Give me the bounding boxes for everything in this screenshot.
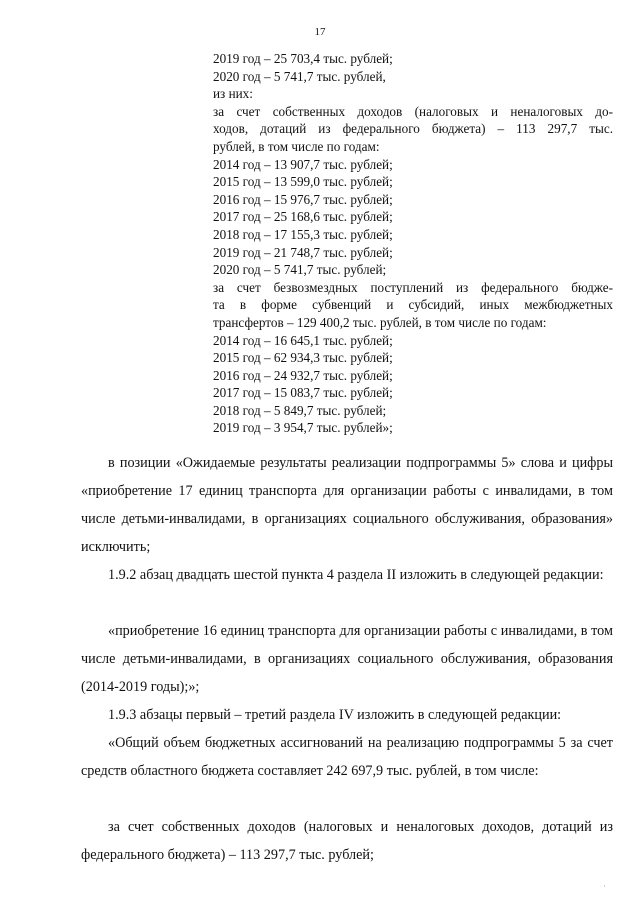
paragraph-total-funding: «Общий объем бюджетных ассигнований на реализацию подпрограммы 5 за счет средств областного бюджета составляет 242 697,9 тыс. рублей, в том числе:: [81, 735, 613, 779]
paragraph-quote-transport: «приобретение 16 единиц транспорта для организации работы с инвалидами, в том числе детьми-инвалидами, в организациях социального обслуживания, образования (2014-2019 годы);»;: [81, 623, 613, 695]
free-income-line: та в форме субвенций и субсидий, иных межбюджетных: [213, 297, 613, 313]
year-line: 2019 год – 21 748,7 тыс. рублей;: [213, 244, 393, 260]
own-income-line: за счет собственных доходов (налоговых и неналоговых до-: [213, 103, 613, 119]
paragraph-own-income: за счет собственных доходов (налоговых и неналоговых доходов, дотаций из федерального бюджета) – 113 297,7 тыс. рублей;: [81, 819, 613, 863]
free-income-line: трансфертов – 129 400,2 тыс. рублей, в том числе по годам:: [213, 314, 547, 330]
year-line: 2015 год – 13 599,0 тыс. рублей;: [213, 174, 393, 190]
block-line: из них:: [213, 86, 253, 102]
year-line: 2018 год – 5 849,7 тыс. рублей;: [213, 402, 387, 418]
year-line: 2017 год – 15 083,7 тыс. рублей;: [213, 385, 393, 401]
year-line: 2020 год – 5 741,7 тыс. рублей;: [213, 262, 387, 278]
own-income-line: рублей, в том числе по годам:: [213, 138, 380, 154]
paragraph-1-9-2: 1.9.2 абзац двадцать шестой пункта 4 раздела II изложить в следующей редакции:: [108, 567, 604, 583]
free-income-line: за счет безвозмездных поступлений из федерального бюдже-: [213, 279, 613, 295]
paragraph-expected-results: в позиции «Ожидаемые результаты реализации подпрограммы 5» слова и цифры «приобретение 17 единиц транспорта для организации работы с инвалидами, в том числе детьми-инвалидами, в организациях социального обслуживания, образования» исключить;: [81, 455, 613, 555]
block-line: 2019 год – 25 703,4 тыс. рублей;: [213, 51, 393, 66]
page-number: 17: [314, 26, 326, 38]
year-line: 2016 год – 24 932,7 тыс. рублей;: [213, 367, 393, 383]
year-line: 2017 год – 25 168,6 тыс. рублей;: [213, 209, 393, 225]
year-line: 2015 год – 62 934,3 тыс. рублей;: [213, 350, 393, 366]
own-income-line: ходов, дотаций из федерального бюджета) – 113 297,7 тыс.: [213, 121, 613, 137]
year-line: 2016 год – 15 976,7 тыс. рублей;: [213, 191, 393, 207]
year-line: 2014 год – 13 907,7 тыс. рублей;: [213, 156, 393, 172]
year-line: 2018 год – 17 155,3 тыс. рублей;: [213, 226, 393, 242]
margin-mark: ·: [603, 881, 606, 891]
funding-block: [213, 50, 613, 437]
year-line: 2019 год – 3 954,7 тыс. рублей»;: [213, 420, 393, 436]
paragraph-1-9-3: 1.9.3 абзацы первый – третий раздела IV изложить в следующей редакции:: [108, 707, 562, 723]
year-line: 2014 год – 16 645,1 тыс. рублей;: [213, 332, 393, 348]
block-line: 2020 год – 5 741,7 тыс. рублей,: [213, 68, 386, 84]
